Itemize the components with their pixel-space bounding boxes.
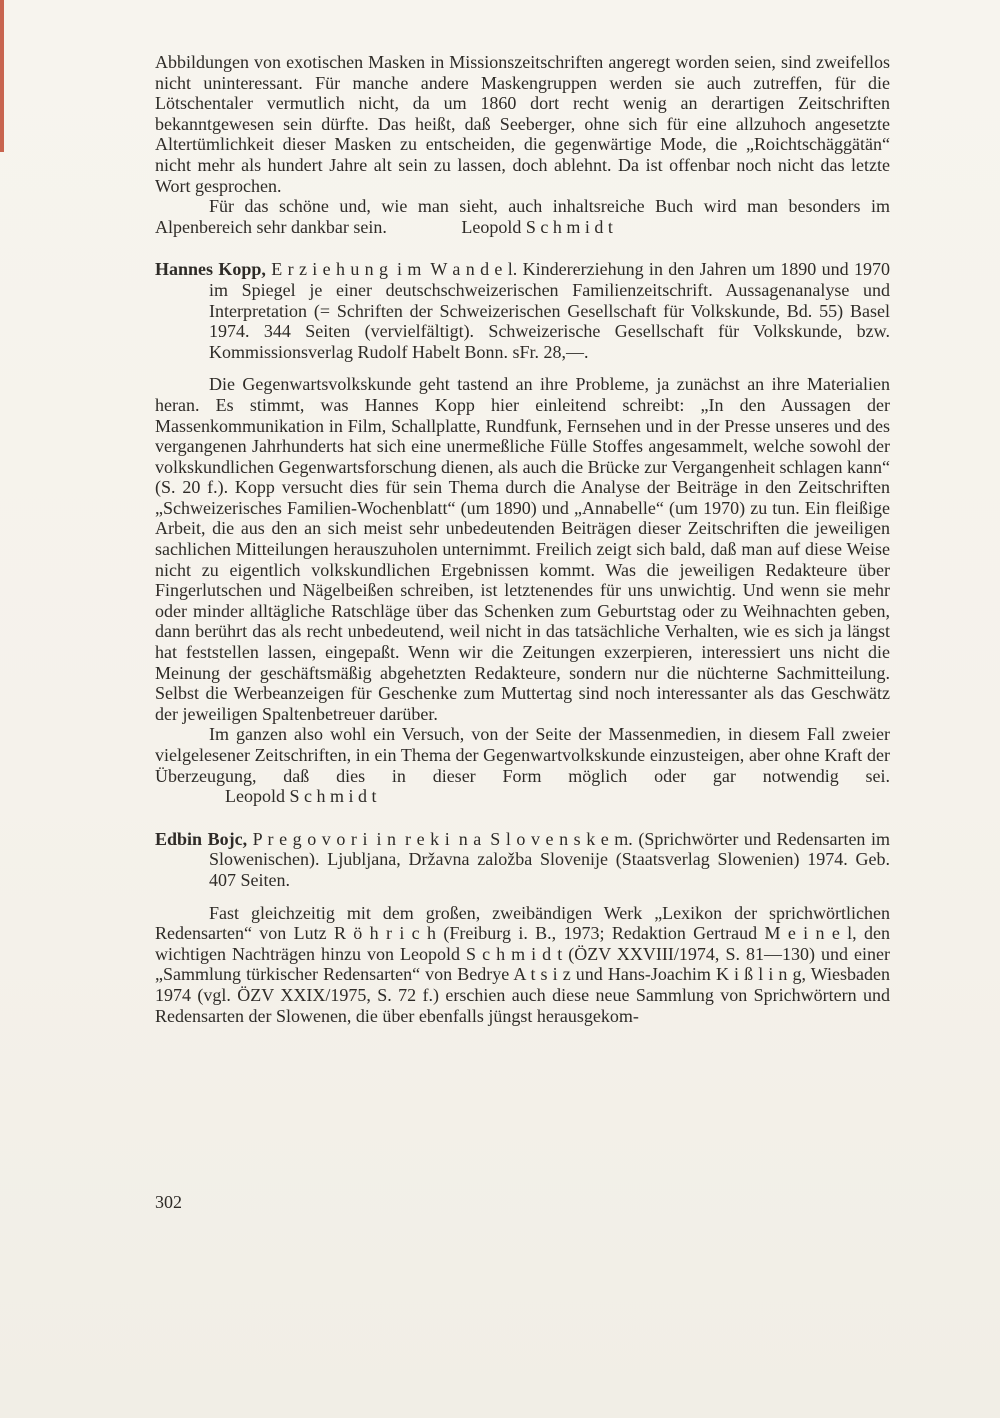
review-bibliographic-details: Kindererziehung in den Jahren um 1890 und 1970 im Spiegel je einer deutschschweizerischen Familienzeitschrift. Aussagenanalyse und Interpretation (= Schriften der Schweizerischen Gesellschaft für Volkskunde, Bd. 55) Basel 1974. 344 Seiten (vervielfältigt). Schweizerische Gesellschaft für Volkskunde, bzw. Kommissionsverlag Rudolf Habelt Bonn. sFr. 28,—. — [209, 259, 891, 362]
scan-edge-artifact — [0, 0, 4, 152]
review-title: P r e g o v o r i i n r e k i n a S l o v e n s k e m. — [252, 828, 633, 849]
review-body-paragraph-closing — [155, 724, 890, 806]
paragraph-closing — [155, 196, 890, 237]
reviewer-signature: Leopold S c h m i d t — [461, 216, 613, 237]
review-heading-kopp — [155, 259, 890, 362]
review-author: Edbin Bojc, — [155, 828, 248, 849]
review-bibliographic-details: (Sprichwörter und Redensarten im Slowenischen). Ljubljana, Državna založba Slovenije (Staatsverlag Slowenien) 1974. Geb. 407 Seiten. — [209, 828, 890, 890]
review-title: E r z i e h u n g i m W a n d e l. — [271, 259, 518, 280]
review-body-paragraph: Die Gegenwartsvolkskunde geht tastend an ihre Probleme, ja zunächst an ihre Materialien heran. Es stimmt, was Hannes Kopp hier einleitend schreibt: „In den Aussagen der Massenkommunikation in Film, Schallplatte, Rundfunk, Fernsehen und in der Presse unseres und des vergangenen Jahrhunderts hat sich eine unermeßliche Fülle Stoffes angesammelt, welche sowohl der volkskundlichen Gegenwartsforschung dienen, als auch die Brücke zur Vergangenheit schlagen kann“ (S. 20 f.). Kopp versucht dies für sein Thema durch die Analyse der Beiträge in den Zeitschriften „Schweizerisches Familien-Wochenblatt“ (um 1890) und „Annabelle“ (um 1970) zu tun. Ein fleißige Arbeit, die aus den an sich meist sehr unbedeutenden Beiträgen dieser Zeitschriften die jeweiligen sachlichen Mitteilungen herauszuholen unternimmt. Freilich zeigt sich bald, daß man auf diese Weise nicht zu eigentlich volkskundlichen Ergebnissen kommt. Was die jeweiligen Redakteure über Fingerlutschen und Nägelbeißen schreiben, ist letztenendes für uns unwichtig. Und wenn sie mehr oder minder alltägliche Ratschläge über das Schenken zum Geburtstag oder zu Weihnachten geben, dann berührt das als recht unbedeutend, weil nicht in das tatsächliche Verhalten, wie es sich ja längst hat feststellen lassen, eingepaßt. Wenn wir die Zeitungen exzerpieren, interessiert uns nicht die Meinung der geschäftsmäßig abgehetzten Redakteure, sondern nur die nüchterne Sachmitteilung. Selbst die Werbeanzeigen für Geschenke zum Muttertag sind noch interessanter als das Geschwätz der jeweiligen Spaltenbetreuer darüber. — [155, 374, 890, 724]
review-heading-bojc — [155, 829, 890, 891]
paragraph-continuation: Abbildungen von exotischen Masken in Missionszeitschriften angeregt worden seien, sind zweifellos nicht uninteressant. Für manche andere Maskengruppen werden sie auch zutreffen, für die Lötschentaler vermutlich nicht, da um 1860 dort recht wenig an derartigen Zeitschriften bekanntgewesen sein dürfte. Das heißt, daß Seeberger, ohne sich für eine allzuhoch angesetzte Altertümlichkeit dieser Masken zu entscheiden, die gegenwärtige Mode, die „Roichtschäggätän“ nicht mehr als hundert Jahre alt sein zu lassen, doch ablehnt. Da ist offenbar noch nicht das letzte Wort gesprochen. — [155, 52, 890, 196]
review-body-paragraph: Fast gleichzeitig mit dem großen, zweibändigen Werk „Lexikon der sprichwörtlichen Redensarten“ von Lutz R ö h r i c h (Freiburg i. B., 1973; Redaktion Gertraud M e i n e l, den wichtigen Nachträgen hinzu von Leopold S c h m i d t (ÖZV XXVIII/1974, S. 81—130) und einer „Sammlung türkischer Redensarten“ von Bedrye A t s i z und Hans-Joachim K i ß l i n g, Wiesbaden 1974 (vgl. ÖZV XXIX/1975, S. 72 f.) erschien auch diese neue Sammlung von Sprichwörtern und Redensarten der Slowenen, die über ebenfalls jüngst herausgekom- — [155, 902, 890, 1026]
paragraph-text: Im ganzen also wohl ein Versuch, von der Seite der Massenmedien, in diesem Fall zweier vielgelesener Zeitschriften, in ein Thema der Gegenwartvolkskunde einzusteigen, aber ohne Kraft der Überzeugung, daß dies in dieser Form möglich oder gar notwendig sei. — [155, 724, 890, 786]
text-column — [155, 52, 890, 1026]
reviewer-signature: Leopold S c h m i d t — [225, 786, 377, 807]
page-number: 302 — [155, 1192, 182, 1212]
review-author: Hannes Kopp, — [155, 259, 266, 280]
paragraph-text: Für das schöne und, wie man sieht, auch inhaltsreiche Buch wird man besonders im Alpenbereich sehr dankbar sein. — [155, 196, 890, 237]
